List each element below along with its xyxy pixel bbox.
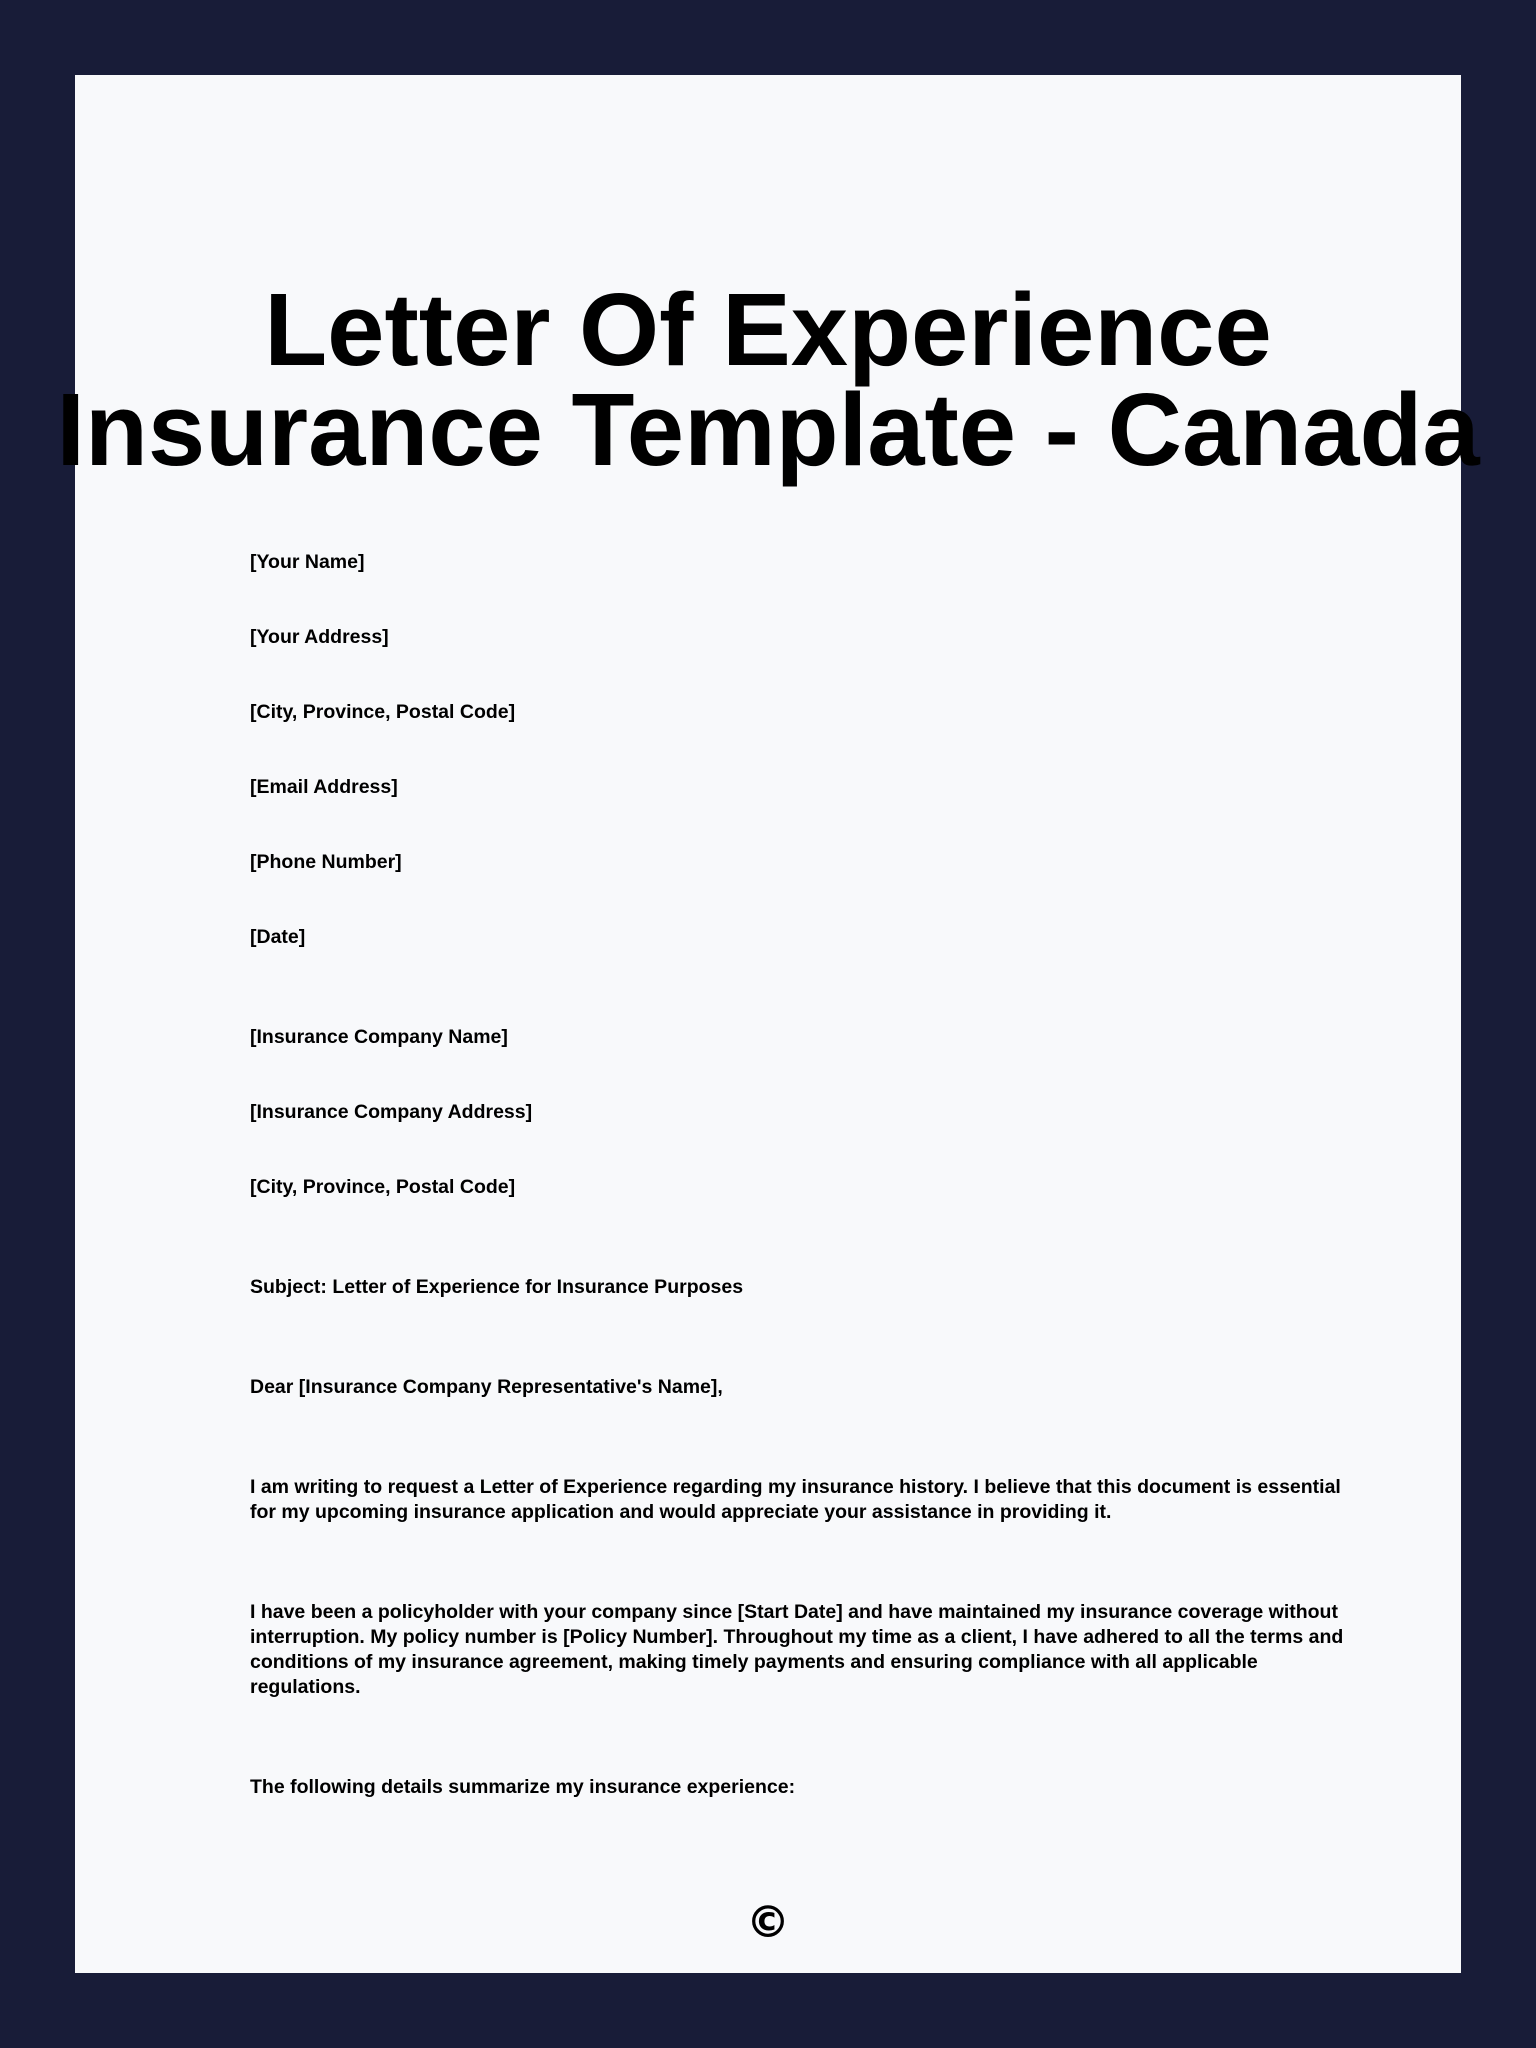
body-paragraph-2: I have been a policyholder with your company since [Start Date] and have maintained my insurance coverage without interruption. My policy number is [Policy Number]. Throughout my time as a client, I have adhered to all the terms and conditions of my insurance agreement, making timely payments and ensuring compliance with all applicable regulations. — [250, 1601, 1344, 1698]
sender-address: [Your Address] — [250, 626, 389, 648]
body-paragraph-3: The following details summarize my insurance experience: — [250, 1776, 796, 1798]
sender-email: [Email Address] — [250, 776, 398, 798]
document-title-line-1: Letter Of Experience — [264, 272, 1272, 387]
letter-subject: Subject: Letter of Experience for Insurance Purposes — [250, 1276, 744, 1298]
sender-name: [Your Name] — [250, 551, 365, 573]
body-paragraph-1: I am writing to request a Letter of Experience regarding my insurance history. I believe that this document is essential for my upcoming insurance application and would appreciate your assistance in providing it. — [250, 1476, 1341, 1523]
recipient-company-name: [Insurance Company Name] — [250, 1026, 508, 1048]
sender-city: [City, Province, Postal Code] — [250, 701, 516, 723]
document-title-line-2: Insurance Template - Canada — [56, 372, 1480, 487]
sender-phone: [Phone Number] — [250, 851, 402, 873]
document-page — [56, 75, 1480, 1973]
recipient-city: [City, Province, Postal Code] — [250, 1176, 516, 1198]
letter-salutation: Dear [Insurance Company Representative's Name], — [250, 1376, 723, 1398]
recipient-company-address: [Insurance Company Address] — [250, 1101, 533, 1123]
copyright-icon: © — [746, 1897, 790, 1948]
letter-date: [Date] — [250, 926, 306, 948]
